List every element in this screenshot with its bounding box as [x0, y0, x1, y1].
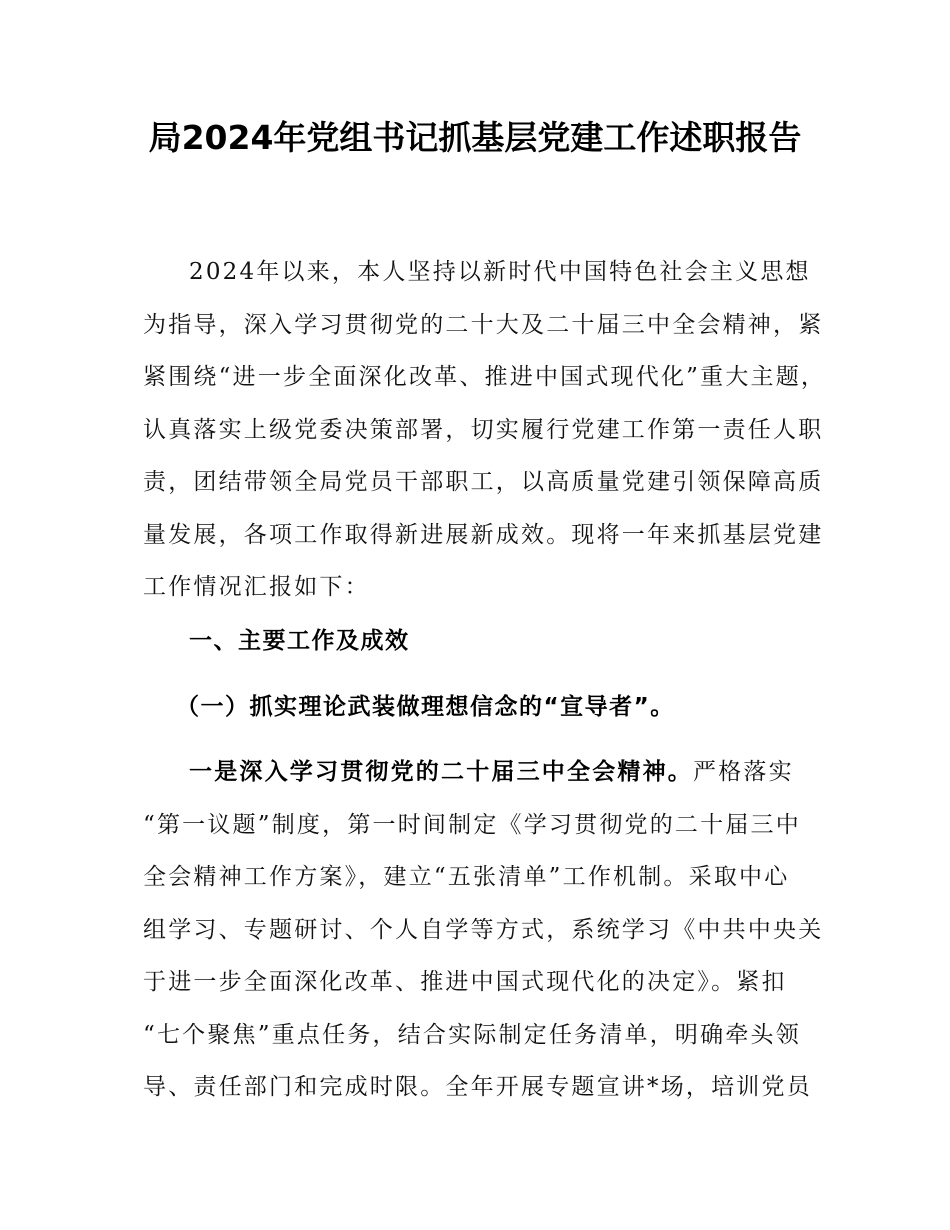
paragraph-lead-rest: 严格落实	[693, 759, 794, 785]
paragraph-line: 于进一步全面深化改革、推进中国式现代化的决定》。紧扣	[143, 969, 787, 995]
paragraph-first-line	[143, 746, 823, 799]
paragraph-line: 组学习、专题研讨、个人自学等方式，系统学习《中共中央关	[143, 916, 824, 943]
intro-paragraph	[143, 246, 827, 614]
paragraph-line: 全会精神工作方案》，建立“五张清单”工作机制。采取中心	[143, 864, 790, 890]
paragraph-line: 认真落实上级党委决策部署，切实履行党建工作第一责任人职	[143, 416, 824, 443]
paragraph-line: “七个聚焦”重点任务，结合实际制定任务清单，明确牵头领	[143, 1021, 801, 1048]
paragraph-line: 紧围绕“进一步全面深化改革、推进中国式现代化”重大主题，	[143, 364, 827, 390]
paragraph-line: 责，团结带领全局党员干部职工，以高质量党建引领保障高质	[143, 469, 824, 495]
paragraph-line: 导、责任部门和完成时限。全年开展专题宣讲*场，培训党员	[143, 1074, 812, 1100]
paragraph-lead: 一是深入学习贯彻党的二十届三中全会精神。	[189, 759, 693, 785]
section-heading: 一、主要工作及成效	[189, 628, 410, 654]
subsection-heading: （一）抓实理论武装做理想信念的“宣导者”。	[176, 694, 675, 720]
paragraph-line: 量发展，各项工作取得新进展新成效。现将一年来抓基层党建	[143, 521, 824, 548]
work-paragraph	[143, 746, 823, 1114]
paragraph-line: 工作情况汇报如下：	[143, 574, 370, 600]
paragraph-line: 为指导，深入学习贯彻党的二十大及二十届三中全会精神，紧	[143, 311, 824, 338]
paragraph-line: 2024年以来，本人坚持以新时代中国特色社会主义思想	[189, 259, 811, 285]
paragraph-line: “第一议题”制度，第一时间制定《学习贯彻党的二十届三中	[143, 811, 801, 838]
document-title: 局2024年党组书记抓基层党建工作述职报告	[148, 118, 802, 157]
